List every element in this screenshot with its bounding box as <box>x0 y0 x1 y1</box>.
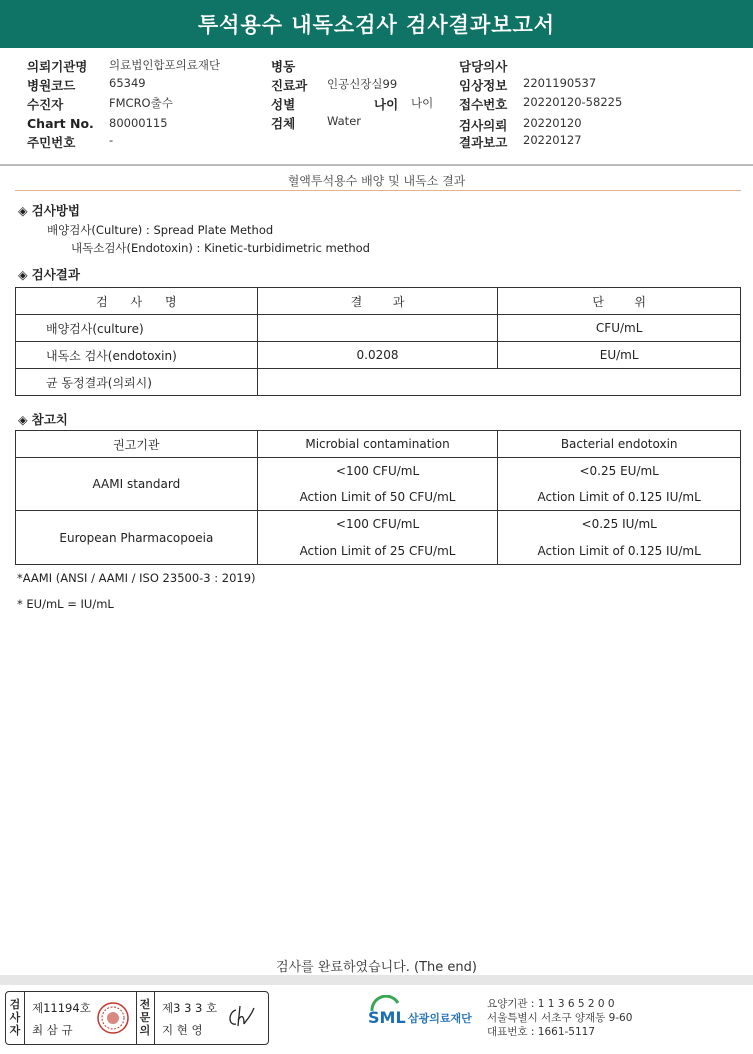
result-value <box>257 369 740 396</box>
note-aami: *AAMI (ANSI / AAMI / ISO 23500-3 : 2019) <box>17 571 256 585</box>
value-request-date: 20220120 <box>523 116 582 130</box>
results-heading: 검사결과 <box>31 267 80 282</box>
label-request-date: 검사의뢰 <box>459 118 508 133</box>
table-row <box>16 458 741 484</box>
reference-micro-action: Action Limit of 25 CFU/mL <box>257 538 498 565</box>
value-department: 인공신장실99 <box>327 77 398 91</box>
section-method <box>18 201 80 219</box>
label-ward: 병동 <box>271 59 296 74</box>
value-specimen: Water <box>327 114 361 128</box>
header-divider <box>0 164 753 166</box>
org-address: 서울특별시 서초구 양재동 9-60 <box>487 1012 633 1024</box>
signature-icon <box>226 1002 262 1032</box>
label-patient: 수진자 <box>27 97 64 112</box>
specialist-name: 지 현 영 <box>162 1023 203 1037</box>
reference-org: European Pharmacopoeia <box>16 511 258 565</box>
method-heading: 검사방법 <box>31 203 80 218</box>
table-row <box>16 369 741 396</box>
seal-icon <box>96 1001 130 1035</box>
note-units: * EU/mL = IU/mL <box>17 597 114 611</box>
reference-header-micro: Microbial contamination <box>257 431 498 458</box>
reference-endo-limit: <0.25 EU/mL <box>498 458 741 484</box>
reference-org: AAMI standard <box>16 458 258 511</box>
inspector-license: 제11194호 <box>32 1001 91 1015</box>
subtitle-divider <box>15 190 741 191</box>
label-receipt-no: 접수번호 <box>459 97 508 112</box>
label-clinical-info: 임상정보 <box>459 78 508 93</box>
value-receipt-no: 20220120-58225 <box>523 95 623 109</box>
label-report-date: 결과보고 <box>459 135 508 150</box>
inspector-name: 최 삼 규 <box>32 1023 73 1037</box>
diamond-bullet-icon: ◈ <box>18 267 28 282</box>
specialist-license: 제3 3 3 호 <box>162 1001 218 1015</box>
value-report-date: 20220127 <box>523 133 582 147</box>
label-doctor: 담당의사 <box>459 59 508 74</box>
reference-header-org: 권고기관 <box>16 431 258 458</box>
reference-heading: 참고치 <box>31 412 68 427</box>
result-value: 0.0208 <box>257 342 498 369</box>
result-unit: CFU/mL <box>498 315 741 342</box>
label-resident-no: 주민번호 <box>27 135 76 150</box>
section-reference <box>18 410 68 428</box>
reference-endo-action: Action Limit of 0.125 IU/mL <box>498 484 741 511</box>
label-hospital-code: 병원코드 <box>27 78 76 93</box>
results-header-row <box>16 288 741 315</box>
footer-bar <box>0 975 753 985</box>
inspector-label: 검사자 <box>9 998 21 1037</box>
reference-endo-action: Action Limit of 0.125 IU/mL <box>498 538 741 565</box>
table-row <box>16 511 741 538</box>
label-age: 나이 <box>374 97 399 112</box>
logo-text: SML <box>368 1008 406 1027</box>
reference-endo-limit: <0.25 IU/mL <box>498 511 741 538</box>
table-row <box>16 342 741 369</box>
label-chart-no: Chart No. <box>27 116 94 131</box>
label-sex: 성별 <box>271 97 296 112</box>
specialist-label: 전문의 <box>139 998 151 1037</box>
reference-header-row <box>16 431 741 458</box>
report-subtitle: 혈액투석용수 배양 및 내독소 결과 <box>287 174 466 188</box>
org-phone: 대표번호 : 1661-5117 <box>487 1026 596 1038</box>
section-results <box>18 265 80 283</box>
result-name: 내독소 검사(endotoxin) <box>16 342 258 369</box>
method-culture: 배양검사(Culture) : Spread Plate Method <box>47 223 274 237</box>
results-header-result: 결 과 <box>257 288 498 315</box>
value-chart-no: 80000115 <box>109 116 168 130</box>
value-clinical-info: 2201190537 <box>523 76 597 90</box>
org-info <box>487 997 632 1039</box>
results-header-name: 검 사 명 <box>16 288 258 315</box>
reference-micro-action: Action Limit of 50 CFU/mL <box>257 484 498 511</box>
value-resident-no: - <box>109 133 114 147</box>
label-specimen: 검체 <box>271 116 296 131</box>
value-age: 나이 <box>411 96 434 110</box>
reference-micro-limit: <100 CFU/mL <box>257 458 498 484</box>
diamond-bullet-icon: ◈ <box>18 203 28 218</box>
org-logo <box>368 995 486 1035</box>
report-title: 투석용수 내독소검사 검사결과보고서 <box>0 0 753 48</box>
result-value <box>257 315 498 342</box>
sml-logo-icon <box>368 995 486 1031</box>
end-message: 검사를 완료하였습니다. (The end) <box>276 960 477 975</box>
label-department: 진료과 <box>271 78 308 93</box>
diamond-bullet-icon: ◈ <box>18 412 28 427</box>
result-name: 균 동정결과(의뢰시) <box>16 369 258 396</box>
result-unit: EU/mL <box>498 342 741 369</box>
result-name: 배양검사(culture) <box>16 315 258 342</box>
value-patient: FMCRO출수 <box>109 96 173 110</box>
org-code: 요양기관 : 1 1 3 6 5 2 0 0 <box>487 998 615 1010</box>
value-institution: 의료법인합포의료재단 <box>109 58 221 72</box>
method-endotoxin: 내독소검사(Endotoxin) : Kinetic-turbidimetric method <box>71 241 370 255</box>
reference-header-endo: Bacterial endotoxin <box>498 431 741 458</box>
signature-box <box>5 991 269 1045</box>
value-hospital-code: 65349 <box>109 76 146 90</box>
results-header-unit: 단 위 <box>498 288 741 315</box>
results-table <box>15 287 741 396</box>
table-row <box>16 315 741 342</box>
reference-micro-limit: <100 CFU/mL <box>257 511 498 538</box>
org-name: 삼광의료재단 <box>408 1012 472 1025</box>
reference-table <box>15 430 741 565</box>
label-institution: 의뢰기관명 <box>27 59 88 74</box>
